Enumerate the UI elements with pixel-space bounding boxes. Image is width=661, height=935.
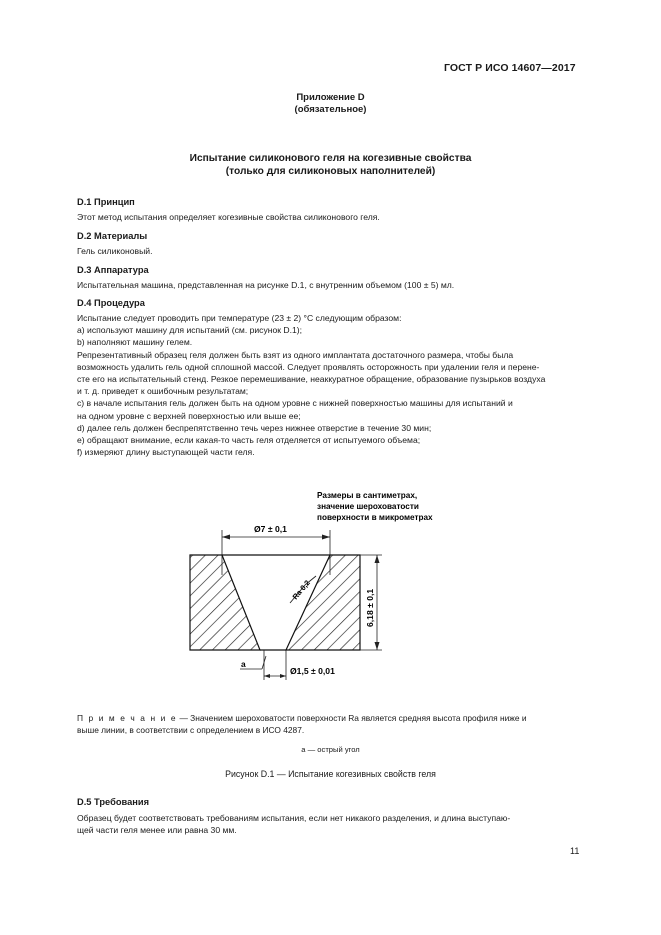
d4-line: d) далее гель должен беспрепятственно течь через нижнее отверстие в течение 30 мин;	[77, 422, 432, 433]
figure-note-label: П р и м е ч а н и е	[77, 713, 178, 723]
test-machine-block	[190, 555, 360, 650]
section-text-d3: Испытательная машина, представленная на рисунке D.1, с внутренним объемом (100 ± 5) мл.	[77, 280, 455, 290]
figure-note	[77, 712, 582, 736]
page-number: 11	[570, 846, 580, 856]
d4-line: b) наполняют машину гелем.	[77, 337, 193, 348]
angle-marker-label: a	[241, 659, 246, 669]
figure-footnote: a — острый угол	[301, 745, 360, 754]
document-title-line1: Испытание силиконового геля на когезивные свойства	[189, 153, 472, 164]
section-d5-body	[77, 812, 582, 836]
section-heading-d2: D.2 Материалы	[77, 231, 148, 241]
standard-header: ГОСТ Р ИСО 14607—2017	[444, 62, 576, 74]
annex-status: (обязательное)	[294, 104, 367, 115]
d4-line: c) в начале испытания гель должен быть на одном уровне с нижней поверхностью машины для испытаний и	[77, 398, 513, 409]
section-heading-d5: D.5 Требования	[77, 797, 150, 807]
top-diameter-dimension	[222, 524, 330, 575]
d4-line: сте его на испытательный стенд. Резкое перемешивание, неаккуратное обращение, образование пузырьков воздуха	[77, 374, 546, 385]
d5-line: щей части геля менее или равна 30 мм.	[77, 825, 237, 836]
d4-line: на одном уровне с верхней поверхностью или выше ее;	[77, 410, 301, 421]
top-diameter-label: Ø7 ± 0,1	[254, 524, 287, 534]
figure-units-note-line3: поверхности в микрометрах	[317, 513, 433, 522]
section-heading-d4: D.4 Процедура	[77, 298, 145, 308]
d4-line: a) используют машину для испытаний (см. рисунок D.1);	[77, 325, 303, 336]
d4-line: Репрезентативный образец геля должен быть взят из одного имплантата достаточного размера, чтобы была	[77, 349, 514, 360]
figure-note-line2: выше линии, в соответствии с определением в ИСО 4287.	[77, 725, 305, 736]
annex-title: Приложение D	[296, 92, 365, 103]
figure-units-note-line2: значение шероховатости	[317, 502, 419, 511]
section-text-d2: Гель силиконовый.	[77, 246, 153, 256]
section-text-d1: Этот метод испытания определяет когезивные свойства силиконового геля.	[77, 212, 380, 222]
section-heading-d3: D.3 Аппаратура	[77, 265, 149, 275]
figure-caption: Рисунок D.1 — Испытание когезивных свойств геля	[225, 769, 436, 779]
roughness-label: Ra 0,2	[290, 578, 312, 602]
section-d4-body	[77, 312, 582, 458]
d4-line: Испытание следует проводить при температуре (23 ± 2) °C следующим образом:	[77, 313, 402, 323]
height-label: 6,18 ± 0,1	[365, 588, 375, 627]
angle-marker	[240, 656, 266, 669]
figure-units-note-line1: Размеры в сантиметрах,	[317, 491, 418, 500]
figure-d1-drawing	[0, 480, 661, 690]
section-heading-d1: D.1 Принцип	[77, 197, 135, 207]
figure-note-line1: — Значением шероховатости поверхности Ra является средняя высота профиля ниже и	[179, 713, 527, 723]
bottom-diameter-label: Ø1,5 ± 0,01	[290, 666, 335, 676]
d4-line: e) обращают внимание, если какая-то часть геля отделяется от испытуемого объема;	[77, 435, 421, 446]
d5-line: Образец будет соответствовать требованиям испытания, если нет никакого разделения, и длина выступаю-	[77, 813, 511, 823]
document-title-line2: (только для силиконовых наполнителей)	[225, 166, 436, 177]
d4-line: f) измеряют длину выступающей части геля.	[77, 447, 255, 458]
height-dimension	[360, 555, 382, 650]
d4-line: и т. д. приведет к ошибочным результатам;	[77, 386, 249, 397]
bottom-diameter-dimension	[264, 650, 335, 680]
d4-line: возможность удалить гель одной сплошной массой. Следует проявлять осторожность при удалении геля и перене-	[77, 361, 540, 372]
